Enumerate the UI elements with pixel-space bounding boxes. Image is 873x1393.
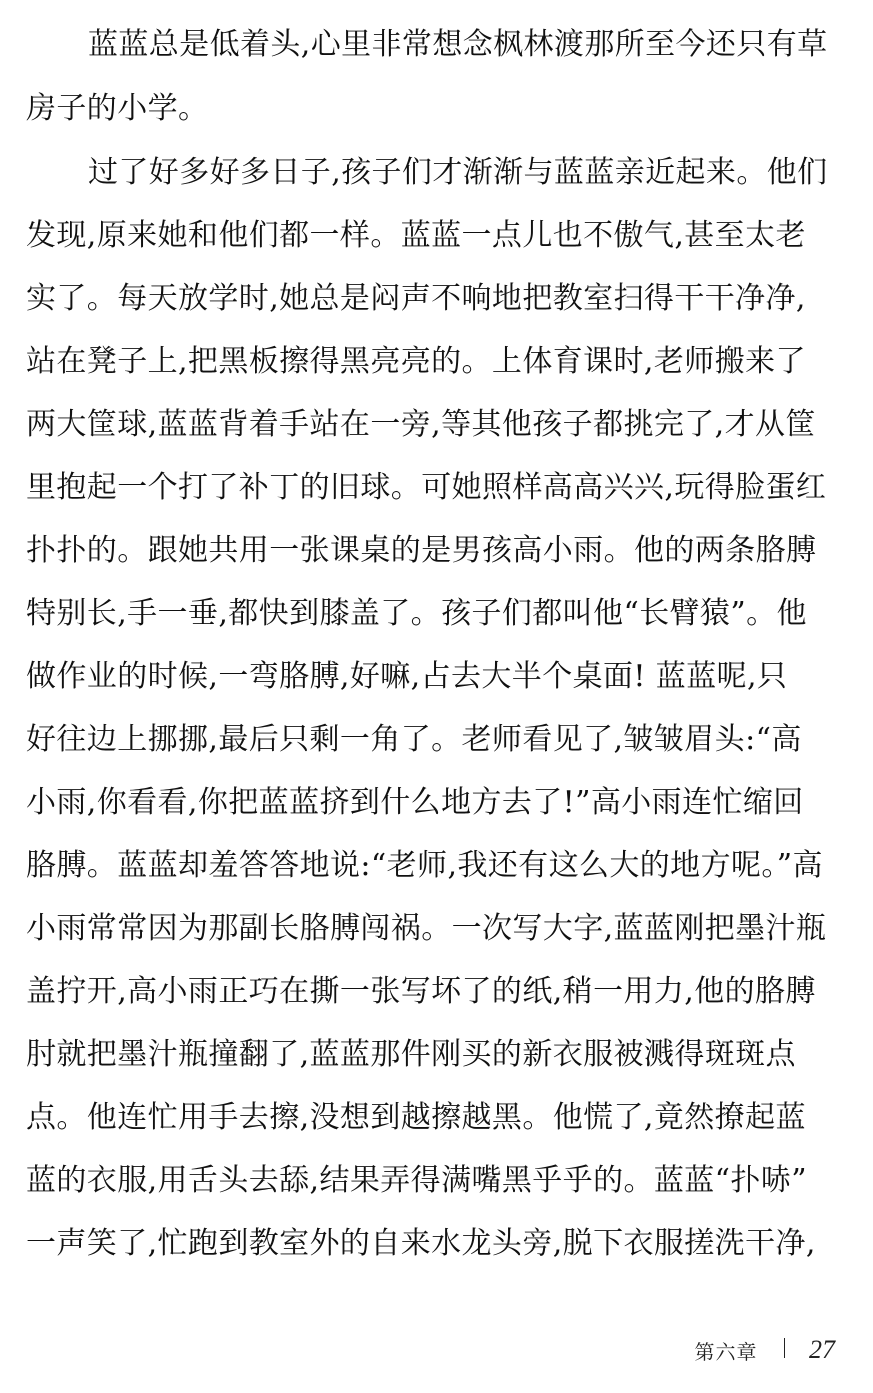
chapter-label: 第六章 <box>694 1339 758 1364</box>
text-line: 小雨,你看看,你把蓝蓝挤到什么地方去了!”高小雨连忙缩回 <box>26 785 804 820</box>
text-line: 房子的小学。 <box>26 91 209 126</box>
text-line: 肘就把墨汁瓶撞翻了,蓝蓝那件刚买的新衣服被溅得斑斑点 <box>26 1037 796 1072</box>
text-line: 蓝的衣服,用舌头去舔,结果弄得满嘴黑乎乎的。蓝蓝“扑哧” <box>26 1163 807 1198</box>
page-footer <box>695 1330 836 1370</box>
text-line: 蓝蓝总是低着头,心里非常想念枫林渡那所至今还只有草 <box>88 27 828 62</box>
text-line: 一声笑了,忙跑到教室外的自来水龙头旁,脱下衣服搓洗干净, <box>26 1226 816 1261</box>
text-line: 两大筐球,蓝蓝背着手站在一旁,等其他孩子都挑完了,才从筐 <box>26 407 816 442</box>
text-line: 扑扑的。跟她共用一张课桌的是男孩高小雨。他的两条胳膊 <box>26 533 817 568</box>
text-line: 实了。每天放学时,她总是闷声不响地把教室扫得干干净净, <box>26 281 806 316</box>
text-line: 好往边上挪挪,最后只剩一角了。老师看见了,皱皱眉头:“高 <box>26 722 802 757</box>
text-line: 盖拧开,高小雨正巧在撕一张写坏了的纸,稍一用力,他的胳膊 <box>26 974 816 1009</box>
text-line: 胳膊。蓝蓝却羞答答地说:“老师,我还有这么大的地方呢。”高 <box>26 848 823 883</box>
text-line: 特别长,手一垂,都快到膝盖了。孩子们都叫他“长臂猿”。他 <box>26 596 807 631</box>
text-line: 做作业的时候,一弯胳膊,好嘛,占去大半个桌面! 蓝蓝呢,只 <box>26 659 788 694</box>
text-line: 小雨常常因为那副长胳膊闯祸。一次写大字,蓝蓝刚把墨汁瓶 <box>26 911 827 946</box>
text-line: 站在凳子上,把黑板擦得黑亮亮的。上体育课时,老师搬来了 <box>26 344 806 379</box>
page-number: 27 <box>809 1335 835 1364</box>
text-line: 里抱起一个打了补丁的旧球。可她照样高高兴兴,玩得脸蛋红 <box>26 470 827 505</box>
text-line: 发现,原来她和他们都一样。蓝蓝一点儿也不傲气,甚至太老 <box>26 218 806 253</box>
text-line: 点。他连忙用手去擦,没想到越擦越黑。他慌了,竟然撩起蓝 <box>26 1100 806 1135</box>
footer-divider <box>784 1338 786 1358</box>
text-line: 过了好多好多日子,孩子们才渐渐与蓝蓝亲近起来。他们 <box>88 155 828 190</box>
